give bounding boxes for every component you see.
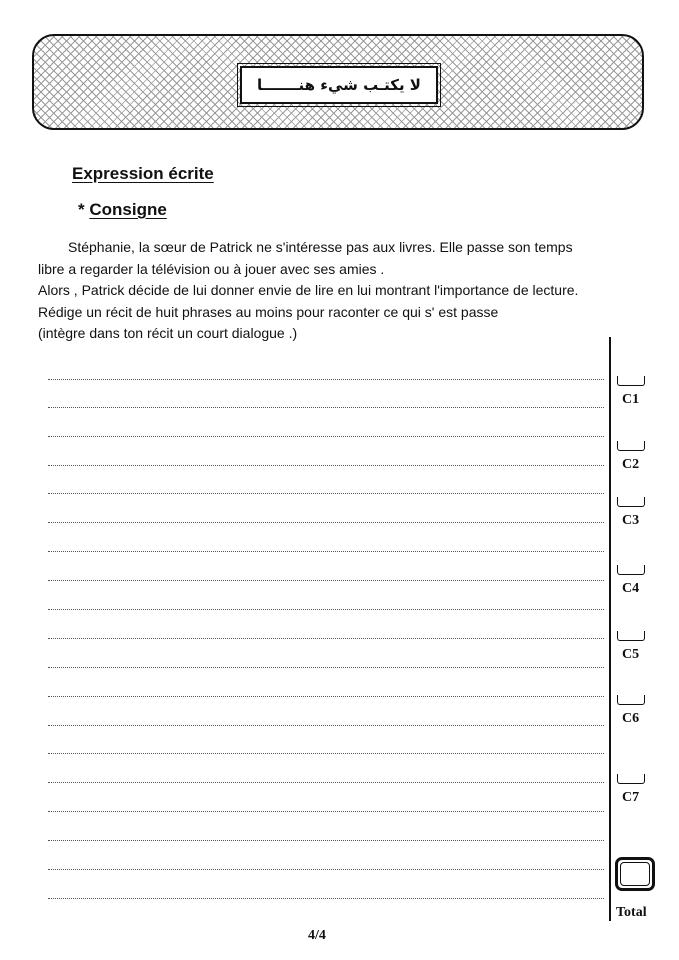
instruction-line: Alors , Patrick décide de lui donner envie de lire en lui montrant l'importance de lecture. <box>38 282 579 298</box>
writing-line <box>48 493 604 494</box>
writing-line <box>48 465 604 466</box>
writing-line <box>48 811 604 812</box>
writing-line <box>48 638 604 639</box>
criterion-c2 <box>616 441 646 473</box>
criterion-c4 <box>616 565 646 597</box>
instructions-text <box>38 237 648 345</box>
criterion-c7 <box>616 774 646 806</box>
total-label: Total <box>616 905 647 920</box>
writing-line <box>48 580 604 581</box>
criterion-label: C4 <box>622 581 640 596</box>
criterion-label: C2 <box>622 457 640 472</box>
do-not-write-label: لا يكتـب شيء هنـــــــا <box>240 66 438 104</box>
total-score-box[interactable] <box>615 857 655 891</box>
instruction-line: Stéphanie, la sœur de Patrick ne s'intéresse pas aux livres. Elle passe son temps <box>68 239 573 255</box>
writing-line <box>48 609 604 610</box>
writing-line <box>48 551 604 552</box>
instruction-line: libre a regarder la télévision ou à jouer avec ses amies . <box>38 260 385 277</box>
criterion-c1 <box>616 376 646 408</box>
score-box[interactable] <box>617 376 645 386</box>
score-box[interactable] <box>617 441 645 451</box>
criterion-c5 <box>616 631 646 663</box>
score-box[interactable] <box>617 631 645 641</box>
margin-rule <box>609 337 611 921</box>
criterion-c3 <box>616 497 646 529</box>
score-box[interactable] <box>617 497 645 507</box>
section-title: Expression écrite <box>72 164 214 183</box>
consigne-bullet: * <box>78 200 90 219</box>
writing-area[interactable] <box>48 360 604 920</box>
writing-line <box>48 782 604 783</box>
writing-line <box>48 869 604 870</box>
writing-line <box>48 407 604 408</box>
writing-line <box>48 667 604 668</box>
criterion-c6 <box>616 695 646 727</box>
instruction-line: Rédige un récit de huit phrases au moins pour raconter ce qui s' est passe <box>38 303 499 320</box>
writing-line <box>48 898 604 899</box>
consigne-heading <box>78 200 167 220</box>
writing-line <box>48 379 604 380</box>
criterion-label: C6 <box>622 711 640 726</box>
score-box[interactable] <box>617 695 645 705</box>
criterion-label: C7 <box>622 790 640 805</box>
instruction-line: (intègre dans ton récit un court dialogue .) <box>38 325 298 341</box>
score-box[interactable] <box>617 774 645 784</box>
writing-line <box>48 522 604 523</box>
criterion-label: C1 <box>622 392 640 407</box>
criterion-label: C5 <box>622 647 640 662</box>
consigne-label: Consigne <box>89 200 167 219</box>
page-number: 4/4 <box>308 928 326 943</box>
writing-line <box>48 840 604 841</box>
criterion-label: C3 <box>622 513 640 528</box>
writing-line <box>48 753 604 754</box>
writing-line <box>48 725 604 726</box>
score-box[interactable] <box>617 565 645 575</box>
writing-line <box>48 696 604 697</box>
writing-line <box>48 436 604 437</box>
